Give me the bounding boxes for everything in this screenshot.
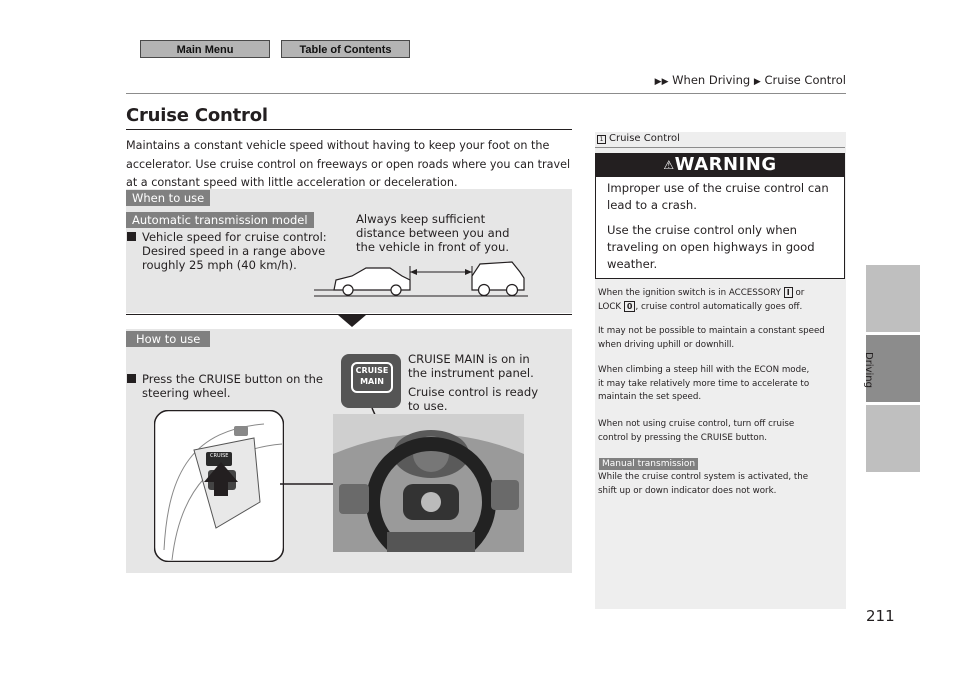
side-tab-upper[interactable] — [866, 265, 920, 332]
note-turn-off: When not using cruise control, turn off cruise control by pressing the CRUISE button. — [598, 419, 795, 443]
note-shift-indicator: While the cruise control system is activated, the shift up or down indicator does not work. — [598, 472, 809, 496]
key-lock-icon: 0 — [624, 301, 636, 312]
how-to-use-tag: How to use — [126, 331, 210, 347]
distance-callout: Always keep sufficient distance between you and the vehicle in front of you. — [356, 212, 510, 254]
warning-text-1: Improper use of the cruise control can lead to a crash. — [607, 181, 829, 212]
bullet-square-icon — [127, 232, 136, 241]
automatic-transmission-tag: Automatic transmission model — [126, 212, 314, 228]
breadcrumb-when-driving[interactable]: When Driving — [672, 73, 751, 87]
speed-bullet: Vehicle speed for cruise control: Desired speed in a range above roughly 25 mph (40 km/h). — [127, 230, 327, 272]
side-tab-label: Driving — [863, 352, 874, 388]
sidebar-heading: 1 Cruise Control — [597, 133, 680, 144]
breadcrumb-arrow-icon: ▶▶ — [654, 77, 669, 87]
breadcrumb-arrow-icon: ▶ — [753, 77, 761, 87]
breadcrumb — [655, 73, 846, 87]
main-menu-button[interactable]: Main Menu — [140, 40, 270, 58]
note-econ: When climbing a steep hill with the ECON mode, it may take relatively more time to accelerate to maintain the set speed. — [598, 365, 810, 402]
manual-transmission-tag: Manual transmission — [599, 458, 698, 470]
table-of-contents-button[interactable]: Table of Contents — [281, 40, 410, 58]
warning-icon: ⚠ — [663, 158, 675, 172]
arrow-up-icon — [204, 462, 238, 496]
header-rule — [126, 93, 846, 94]
side-tab-lower[interactable] — [866, 405, 920, 472]
breadcrumb-cruise-control[interactable]: Cruise Control — [764, 73, 846, 87]
press-cruise-bullet: Press the CRUISE button on the steering wheel. — [127, 372, 323, 400]
cruise-button-label: CRUISE — [210, 453, 229, 459]
note-ignition: When the ignition switch is in ACCESSORY I or LOCK 0 , cruise control automatically goes off. — [598, 288, 805, 312]
page-number: 211 — [866, 607, 895, 625]
title-rule — [126, 129, 572, 130]
reference-icon: 1 — [597, 135, 606, 144]
cruise-main-indicator-icon: CRUISE MAIN — [351, 362, 393, 393]
page-title: Cruise Control — [126, 105, 268, 126]
when-to-use-tag: When to use — [126, 190, 210, 206]
intro-paragraph: Maintains a constant vehicle speed without having to keep your foot on the accelerator. Use cruise control on freeways or open roads where you can travel at a constant speed with little acceleration or deceleration. — [126, 139, 571, 189]
triangle-down-icon — [338, 315, 366, 327]
dashboard-photo — [333, 414, 524, 552]
warning-text-2: Use the cruise control only when traveling on open highways in good weather. — [607, 223, 815, 271]
cruise-main-callout: CRUISE MAIN is on in the instrument panel. Cruise control is ready to use. — [408, 352, 539, 413]
warning-header: ⚠WARNING — [595, 153, 845, 177]
key-accessory-icon: I — [784, 287, 793, 298]
bullet-square-icon — [127, 374, 136, 383]
note-uphill: It may not be possible to maintain a constant speed when driving uphill or downhill. — [598, 326, 825, 350]
sidebar-rule — [595, 147, 845, 148]
car-following-illustration — [306, 256, 536, 300]
side-tab-driving[interactable] — [866, 335, 920, 402]
